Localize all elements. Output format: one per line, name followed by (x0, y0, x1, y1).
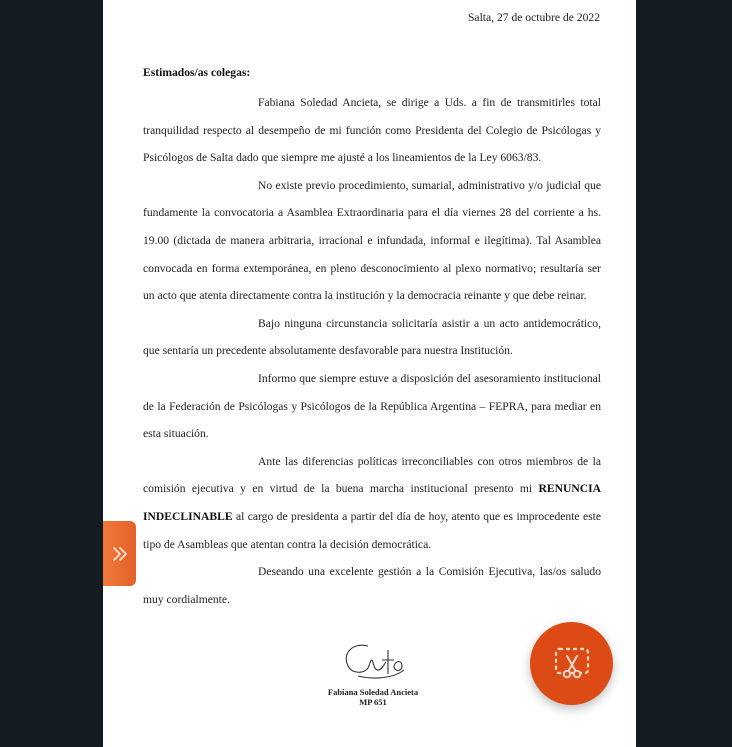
paragraph-5-pre: Ante las diferencias políticas irreconciliables con otros miembros de la comisión ejecutiva y en virtud de la buena marcha institucional presento mi (143, 454, 601, 496)
screenshot-crop-button[interactable] (530, 622, 613, 705)
resignation-emphasis: RENUNCIA INDECLINABLE (143, 482, 601, 523)
paragraph-5 (143, 448, 601, 558)
document-greeting: Estimados/as colegas: (143, 66, 251, 79)
double-chevron-right-icon (112, 546, 128, 562)
signature-block (313, 640, 433, 707)
screenshot-crop-scissors-icon (554, 646, 590, 682)
expand-side-panel-button[interactable] (103, 521, 136, 586)
document-date: Salta, 27 de octubre de 2022 (467, 11, 600, 24)
paragraph-3: Bajo ninguna circunstancia solicitaría asistir a un acto antidemocrático, que sentaría un precedente absolutamente desfavorable para nuestra Institución. (143, 316, 601, 358)
document-body (143, 89, 601, 613)
signature-registration: MP 651 (359, 697, 387, 707)
paragraph-5-post: al cargo de presidenta a partir del día de hoy, atento que es improcedente este tipo de Asambleas que atentan contra la decisión democrática. (143, 509, 601, 551)
paragraph-1: Fabiana Soledad Ancieta, se dirige a Uds. a fin de transmitirles total tranquilidad respecto al desempeño de mi función como Presidenta del Colegio de Psicólogas y Psicólogos de Salta dado que siempre me ajusté a los lineamientos de la Ley 6063/83. (143, 96, 601, 165)
paragraph-2: No existe previo procedimiento, sumarial, administrativo y/o judicial que fundamente la convocatoria a Asamblea Extraordinaria para el día viernes 28 del corriente a hs. 19.00 (dictada de manera arbitraria, irracional e infundada, informal e ilegítima). Tal Asamblea convocada en forma extemporánea, en pleno desconocimiento al plexo normativo; resultaría ser un acto que atenta directamente contra la institución y la democracia reinante y que debe reinar. (143, 178, 601, 303)
signature-name: Fabiana Soledad Ancieta (327, 687, 419, 697)
paragraph-4: Informo que siempre estuve a disposición del asesoramiento institucional de la Federación de Psicólogas y Psicólogos de la República Argentina – FEPRA, para mediar en esta situación. (143, 371, 601, 441)
signature-scribble-icon (338, 640, 408, 682)
paragraph-6: Deseando una excelente gestión a la Comisión Ejecutiva, las/os saludo muy cordialmente. (143, 565, 601, 606)
